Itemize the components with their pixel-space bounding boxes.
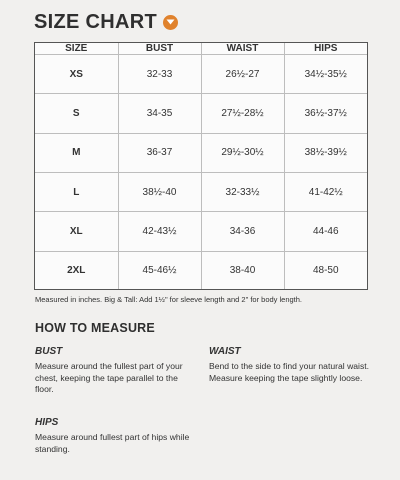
table-row [35, 251, 367, 289]
measurement-note: Measured in inches. Big & Tall: Add 1½" for sleeve length and 2" for body length. [35, 295, 303, 304]
size-table [35, 43, 367, 289]
hips-cell: 38½-39½ [284, 133, 367, 172]
bust-cell: 32-33 [118, 55, 201, 94]
how-to-measure-heading: HOW TO MEASURE [35, 321, 155, 335]
table-header-row [35, 43, 367, 55]
hips-instructions [35, 417, 195, 455]
hips-text: Measure around fullest part of hips while standing. [35, 432, 190, 454]
hips-cell: 34½-35½ [284, 55, 367, 94]
size-cell: M [35, 133, 118, 172]
bust-cell: 45-46½ [118, 251, 201, 289]
page-title: SIZE CHART [34, 11, 157, 33]
table-row [35, 173, 367, 212]
column-header-bust: BUST [118, 43, 201, 55]
waist-instructions [209, 346, 374, 384]
bust-cell: 38½-40 [118, 173, 201, 212]
size-cell: S [35, 94, 118, 133]
bust-cell: 42-43½ [118, 212, 201, 251]
waist-cell: 32-33½ [201, 173, 284, 212]
table-row [35, 133, 367, 172]
hips-heading: HIPS [35, 417, 59, 428]
size-cell: XL [35, 212, 118, 251]
size-cell: XS [35, 55, 118, 94]
chevron-down-icon[interactable] [163, 15, 178, 30]
waist-text: Bend to the side to find your natural waist. Measure keeping the tape slightly loose. [209, 361, 370, 383]
waist-cell: 26½-27 [201, 55, 284, 94]
size-cell: 2XL [35, 251, 118, 289]
size-cell: L [35, 173, 118, 212]
table-row [35, 212, 367, 251]
bust-cell: 34-35 [118, 94, 201, 133]
waist-cell: 27½-28½ [201, 94, 284, 133]
waist-cell: 38-40 [201, 251, 284, 289]
waist-cell: 29½-30½ [201, 133, 284, 172]
title-row [34, 10, 178, 34]
hips-cell: 36½-37½ [284, 94, 367, 133]
waist-cell: 34-36 [201, 212, 284, 251]
bust-cell: 36-37 [118, 133, 201, 172]
bust-text: Measure around the fullest part of your chest, keeping the tape parallel to the floor. [35, 361, 183, 394]
waist-heading: WAIST [209, 346, 241, 357]
column-header-waist: WAIST [201, 43, 284, 55]
table-row [35, 55, 367, 94]
bust-instructions [35, 346, 195, 396]
bust-heading: BUST [35, 346, 63, 357]
hips-cell: 41-42½ [284, 173, 367, 212]
size-table-container [34, 42, 368, 290]
column-header-size: SIZE [35, 43, 118, 55]
hips-cell: 44-46 [284, 212, 367, 251]
column-header-hips: HIPS [284, 43, 367, 55]
hips-cell: 48-50 [284, 251, 367, 289]
table-row [35, 94, 367, 133]
